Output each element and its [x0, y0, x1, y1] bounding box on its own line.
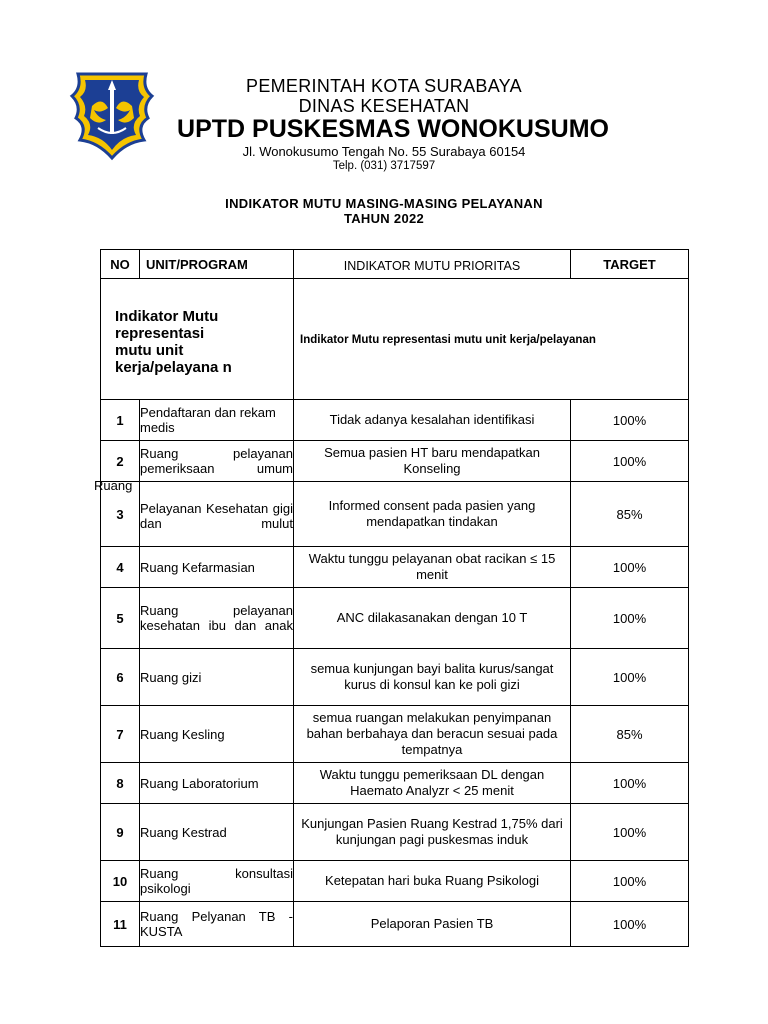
- representasi-row: [101, 279, 689, 400]
- row-no: 1: [101, 400, 140, 441]
- row-unit: Pelayanan Kesehatan gigi dan mulut: [140, 482, 294, 547]
- representasi-label: Indikator Mutu representasi mutu unit kerja/pelayana n: [101, 279, 294, 400]
- table-row: [101, 861, 689, 902]
- row-unit: Ruang Kestrad: [140, 804, 294, 861]
- table-row: [101, 706, 689, 763]
- row-indikator: Tidak adanya kesalahan identifikasi: [294, 400, 571, 441]
- row-unit: Ruang pelayanan kesehatan ibu dan anak: [140, 588, 294, 649]
- header-institution: UPTD PUSKESMAS WONOKUSUMO: [177, 115, 609, 143]
- row-indikator: Pelaporan Pasien TB: [294, 902, 571, 947]
- row-target: 100%: [571, 649, 689, 706]
- table-row: [101, 804, 689, 861]
- row-target: 85%: [571, 482, 689, 547]
- row-target: 100%: [571, 588, 689, 649]
- row-target: 100%: [571, 902, 689, 947]
- row-target: 100%: [571, 547, 689, 588]
- row-unit: Ruang pelayanan pemeriksaan umum: [140, 441, 294, 482]
- row-indikator: Ketepatan hari buka Ruang Psikologi: [294, 861, 571, 902]
- row-no: 10: [101, 861, 140, 902]
- row-indikator: ANC dilakasanakan dengan 10 T: [294, 588, 571, 649]
- row-no: 11: [101, 902, 140, 947]
- table-row: [101, 400, 689, 441]
- row-unit: Ruang Pelyanan TB - KUSTA: [140, 902, 294, 947]
- row-indikator: Informed consent pada pasien yang mendapatkan tindakan: [294, 482, 571, 547]
- header-phone: Telp. (031) 3717597: [332, 160, 436, 172]
- table-row: [101, 649, 689, 706]
- row-indikator: semua ruangan melakukan penyimpanan bahan berbahaya dan beracun sesuai pada tempatnya: [294, 706, 571, 763]
- row-no: 7: [101, 706, 140, 763]
- row-target: 100%: [571, 804, 689, 861]
- row-no: 6: [101, 649, 140, 706]
- table-row: [101, 482, 689, 547]
- row-unit: Ruang gizi: [140, 649, 294, 706]
- table-row: [101, 547, 689, 588]
- header-target: TARGET: [571, 250, 689, 279]
- row-indikator: Waktu tunggu pelayanan obat racikan ≤ 15 menit: [294, 547, 571, 588]
- row-no: 3: [101, 482, 140, 547]
- row-unit: Ruang Kefarmasian: [140, 547, 294, 588]
- table-header-row: [101, 250, 689, 279]
- row-3-unit-overflow-text: Ruang: [94, 478, 133, 493]
- row-unit: Pendaftaran dan rekam medis: [140, 400, 294, 441]
- table-row: [101, 588, 689, 649]
- row-unit: Ruang Kesling: [140, 706, 294, 763]
- header-unit: UNIT/PROGRAM: [140, 250, 294, 279]
- indikator-table: [100, 249, 689, 947]
- header-line-2: DINAS KESEHATAN: [298, 96, 470, 116]
- row-no: 8: [101, 763, 140, 804]
- row-target: 100%: [571, 400, 689, 441]
- row-indikator: Kunjungan Pasien Ruang Kestrad 1,75% dari kunjungan pagi puskesmas induk: [294, 804, 571, 861]
- row-unit: Ruang konsultasi psikologi: [140, 861, 294, 902]
- table-row: [101, 441, 689, 482]
- representasi-description: Indikator Mutu representasi mutu unit kerja/pelayanan: [294, 279, 689, 400]
- row-target: 100%: [571, 763, 689, 804]
- row-indikator: semua kunjungan bayi balita kurus/sangat kurus di konsul kan ke poli gizi: [294, 649, 571, 706]
- header-no: NO: [101, 250, 140, 279]
- header-address: Jl. Wonokusumo Tengah No. 55 Surabaya 60154: [242, 144, 526, 159]
- row-target: 100%: [571, 441, 689, 482]
- header-indikator: INDIKATOR MUTU PRIORITAS: [294, 250, 571, 279]
- row-indikator: Waktu tunggu pemeriksaan DL dengan Haemato Analyzr < 25 menit: [294, 763, 571, 804]
- row-no: 2: [101, 441, 140, 482]
- table-row: [101, 763, 689, 804]
- row-no: 4: [101, 547, 140, 588]
- row-no: 9: [101, 804, 140, 861]
- doc-year: TAHUN 2022: [343, 211, 425, 226]
- doc-title: INDIKATOR MUTU MASING-MASING PELAYANAN: [225, 196, 543, 211]
- row-unit: Ruang Laboratorium: [140, 763, 294, 804]
- row-indikator: Semua pasien HT baru mendapatkan Konseling: [294, 441, 571, 482]
- table-row: [101, 902, 689, 947]
- header-line-1: PEMERINTAH KOTA SURABAYA: [246, 76, 522, 96]
- row-target: 85%: [571, 706, 689, 763]
- row-target: 100%: [571, 861, 689, 902]
- row-no: 5: [101, 588, 140, 649]
